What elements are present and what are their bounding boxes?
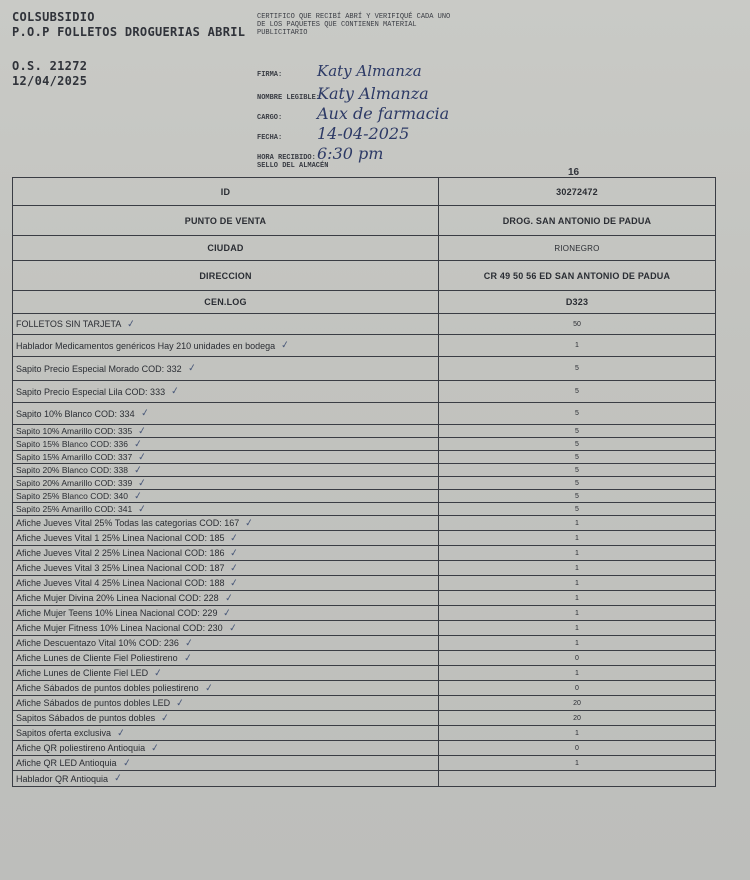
time-value: 6:30 pm bbox=[317, 144, 384, 163]
item-name-cell bbox=[13, 771, 439, 786]
signature-field bbox=[257, 62, 422, 81]
checkmark-icon: ✓ bbox=[137, 451, 148, 463]
item-name: Afiche Jueves Vital 25% Todas las categorias COD: 167 bbox=[16, 518, 240, 528]
item-quantity: 20 bbox=[573, 699, 581, 707]
item-name-cell bbox=[13, 314, 439, 334]
checkmark-icon: ✓ bbox=[184, 636, 195, 650]
delivery-table bbox=[12, 177, 716, 787]
checkmark-icon: ✓ bbox=[222, 606, 233, 620]
item-quantity: 1 bbox=[575, 669, 579, 677]
table-row bbox=[13, 756, 715, 771]
info-label: DIRECCION bbox=[13, 261, 439, 290]
table-row bbox=[13, 636, 715, 651]
table-row bbox=[13, 403, 715, 425]
info-label: ID bbox=[13, 178, 439, 205]
item-name: Sapito 20% Amarillo COD: 339 bbox=[16, 478, 133, 488]
info-label: CEN.LOG bbox=[13, 291, 439, 313]
item-quantity: 1 bbox=[575, 549, 579, 557]
item-quantity: 5 bbox=[575, 410, 579, 417]
checkmark-icon: ✓ bbox=[280, 339, 291, 352]
item-name: Sapito 15% Blanco COD: 336 bbox=[16, 439, 128, 449]
checkmark-icon: ✓ bbox=[133, 464, 144, 476]
signature-value: Katy Almanza bbox=[317, 62, 422, 80]
checkmark-icon: ✓ bbox=[133, 490, 144, 502]
item-name-cell bbox=[13, 503, 439, 515]
item-name: Afiche Mujer Divina 20% Linea Nacional COD: 228 bbox=[16, 593, 219, 603]
item-name-cell bbox=[13, 681, 439, 695]
checkmark-icon: ✓ bbox=[223, 591, 234, 605]
table-row bbox=[13, 711, 715, 726]
item-name: Afiche Lunes de Cliente Fiel LED bbox=[16, 668, 149, 678]
item-name-cell bbox=[13, 711, 439, 725]
item-name-cell bbox=[13, 606, 439, 620]
item-name: Afiche Jueves Vital 4 25% Linea Nacional COD: 188 bbox=[16, 578, 225, 588]
item-quantity: 5 bbox=[575, 466, 579, 474]
item-quantity: 5 bbox=[575, 388, 579, 395]
item-name-cell bbox=[13, 516, 439, 530]
info-row bbox=[13, 236, 715, 261]
item-quantity: 0 bbox=[575, 744, 579, 752]
checkmark-icon: ✓ bbox=[160, 711, 171, 725]
table-row bbox=[13, 546, 715, 561]
table-row bbox=[13, 314, 715, 335]
info-value: 30272472 bbox=[556, 186, 598, 197]
item-name: FOLLETOS SIN TARJETA bbox=[16, 319, 122, 329]
item-name: Afiche Jueves Vital 1 25% Linea Nacional COD: 185 bbox=[16, 533, 225, 543]
item-name: Afiche Descuentazo Vital 10% COD: 236 bbox=[16, 638, 179, 648]
item-name: Sapitos oferta exclusiva bbox=[16, 728, 112, 738]
table-row bbox=[13, 490, 715, 503]
table-row bbox=[13, 425, 715, 438]
item-name-cell bbox=[13, 477, 439, 489]
info-label: CIUDAD bbox=[13, 236, 439, 260]
checkmark-icon: ✓ bbox=[182, 651, 193, 665]
item-name: Sapitos Sábados de puntos dobles bbox=[16, 713, 156, 723]
document-header bbox=[12, 10, 245, 89]
item-quantity: 1 bbox=[575, 519, 579, 527]
item-quantity: 1 bbox=[575, 609, 579, 617]
item-name: Sapito 15% Amarillo COD: 337 bbox=[16, 452, 133, 462]
date-field bbox=[257, 124, 409, 144]
item-name-cell bbox=[13, 651, 439, 665]
item-quantity: 1 bbox=[575, 639, 579, 647]
page-number: 16 bbox=[568, 167, 580, 178]
checkmark-icon: ✓ bbox=[150, 741, 161, 755]
item-name: Sapito Precio Especial Lila COD: 333 bbox=[16, 386, 166, 397]
item-name-cell bbox=[13, 741, 439, 755]
position-field bbox=[257, 104, 449, 124]
item-name: Afiche Sábados de puntos dobles poliestireno bbox=[16, 683, 199, 693]
item-name: Afiche Lunes de Cliente Fiel Poliestireno bbox=[16, 653, 178, 663]
item-quantity: 0 bbox=[575, 684, 579, 692]
item-quantity: 1 bbox=[575, 624, 579, 632]
item-name-cell bbox=[13, 531, 439, 545]
item-name-cell bbox=[13, 464, 439, 476]
item-name: Sapito Precio Especial Morado COD: 332 bbox=[16, 363, 182, 374]
item-name-cell bbox=[13, 425, 439, 437]
item-name-cell bbox=[13, 438, 439, 450]
item-quantity: 5 bbox=[575, 365, 579, 372]
table-row bbox=[13, 651, 715, 666]
table-row bbox=[13, 477, 715, 490]
time-field bbox=[257, 144, 383, 164]
item-name-cell bbox=[13, 403, 439, 424]
checkmark-icon: ✓ bbox=[186, 362, 197, 375]
checkmark-icon: ✓ bbox=[153, 666, 164, 680]
item-name: Sapito 25% Amarillo COD: 341 bbox=[16, 504, 133, 514]
table-row bbox=[13, 438, 715, 451]
item-name: Afiche Mujer Teens 10% Linea Nacional COD: 229 bbox=[16, 608, 218, 618]
table-row bbox=[13, 681, 715, 696]
table-row bbox=[13, 591, 715, 606]
checkmark-icon: ✓ bbox=[229, 546, 240, 560]
item-name: Hablador Medicamentos genéricos Hay 210 unidades en bodega bbox=[16, 340, 276, 351]
table-row bbox=[13, 576, 715, 591]
info-row bbox=[13, 291, 715, 314]
checkmark-icon: ✓ bbox=[116, 726, 127, 740]
item-name-cell bbox=[13, 591, 439, 605]
checkmark-icon: ✓ bbox=[229, 576, 240, 590]
item-name: Afiche Jueves Vital 2 25% Linea Nacional COD: 186 bbox=[16, 548, 225, 558]
item-name-cell bbox=[13, 621, 439, 635]
item-name: Sapito 20% Blanco COD: 338 bbox=[16, 465, 128, 475]
table-row bbox=[13, 726, 715, 741]
item-quantity: 5 bbox=[575, 492, 579, 500]
table-row bbox=[13, 531, 715, 546]
table-row bbox=[13, 335, 715, 357]
checkmark-icon: ✓ bbox=[126, 317, 137, 331]
item-quantity: 1 bbox=[575, 564, 579, 572]
item-name-cell bbox=[13, 636, 439, 650]
item-name: Sapito 10% Blanco COD: 334 bbox=[16, 408, 135, 419]
item-quantity: 0 bbox=[575, 654, 579, 662]
item-quantity: 1 bbox=[575, 342, 579, 349]
item-quantity: 1 bbox=[575, 729, 579, 737]
item-name: Hablador QR Antioquia bbox=[16, 773, 109, 784]
table-row bbox=[13, 464, 715, 477]
table-row bbox=[13, 696, 715, 711]
item-quantity: 20 bbox=[573, 714, 581, 722]
time-label: HORA RECIBIDO: bbox=[257, 154, 316, 162]
item-quantity: 5 bbox=[575, 505, 579, 513]
item-name: Sapito 25% Blanco COD: 340 bbox=[16, 491, 128, 501]
item-quantity: 50 bbox=[573, 320, 581, 328]
legible-name-value: Katy Almanza bbox=[317, 84, 429, 103]
info-value: DROG. SAN ANTONIO DE PADUA bbox=[502, 215, 652, 226]
item-quantity: 5 bbox=[575, 440, 579, 448]
table-row bbox=[13, 771, 715, 786]
table-row bbox=[13, 666, 715, 681]
checkmark-icon: ✓ bbox=[139, 407, 150, 420]
table-row bbox=[13, 451, 715, 464]
item-quantity: 1 bbox=[575, 594, 579, 602]
legible-name-label: NOMBRE LEGIBLE: bbox=[257, 94, 321, 102]
stamp-label: SELLO DEL ALMACÉN bbox=[257, 162, 329, 170]
item-name: Afiche Sábados de puntos dobles LED bbox=[16, 698, 171, 708]
item-name: Afiche QR poliestireno Antioquia bbox=[16, 743, 146, 753]
checkmark-icon: ✓ bbox=[244, 516, 255, 530]
info-row bbox=[13, 206, 715, 236]
checkmark-icon: ✓ bbox=[170, 385, 181, 398]
item-name-cell bbox=[13, 546, 439, 560]
table-row bbox=[13, 621, 715, 636]
item-name-cell bbox=[13, 357, 439, 380]
order-number: O.S. 21272 bbox=[12, 59, 88, 73]
table-row bbox=[13, 381, 715, 403]
checkmark-icon: ✓ bbox=[121, 756, 132, 770]
checkmark-icon: ✓ bbox=[229, 561, 240, 575]
table-row bbox=[13, 503, 715, 516]
info-value: D323 bbox=[565, 297, 589, 307]
checkmark-icon: ✓ bbox=[113, 772, 124, 785]
table-row bbox=[13, 741, 715, 756]
program-title: P.O.P FOLLETOS DROGUERIAS ABRIL bbox=[12, 25, 246, 39]
checkmark-icon: ✓ bbox=[133, 438, 144, 450]
item-quantity: 1 bbox=[575, 759, 579, 767]
checkmark-icon: ✓ bbox=[229, 531, 240, 545]
date-value: 14-04-2025 bbox=[317, 124, 410, 143]
info-row bbox=[13, 261, 715, 291]
item-name-cell bbox=[13, 335, 439, 356]
table-row bbox=[13, 516, 715, 531]
item-quantity: 1 bbox=[575, 534, 579, 542]
item-name: Afiche QR LED Antioquia bbox=[16, 758, 117, 768]
position-label: CARGO: bbox=[257, 114, 283, 122]
company-name: COLSUBSIDIO bbox=[12, 10, 95, 24]
item-name-cell bbox=[13, 696, 439, 710]
item-name: Afiche Mujer Fitness 10% Linea Nacional COD: 230 bbox=[16, 623, 223, 633]
item-name-cell bbox=[13, 726, 439, 740]
checkmark-icon: ✓ bbox=[203, 681, 214, 695]
item-name-cell bbox=[13, 576, 439, 590]
item-name-cell bbox=[13, 381, 439, 402]
legible-name-field bbox=[257, 84, 429, 104]
position-value: Aux de farmacia bbox=[317, 104, 450, 123]
item-name-cell bbox=[13, 561, 439, 575]
date-label: FECHA: bbox=[257, 134, 283, 142]
item-name: Sapito 10% Amarillo COD: 335 bbox=[16, 426, 133, 436]
info-value: CR 49 50 56 ED SAN ANTONIO DE PADUA bbox=[483, 270, 671, 281]
table-row bbox=[13, 606, 715, 621]
checkmark-icon: ✓ bbox=[137, 425, 148, 437]
item-quantity: 5 bbox=[575, 479, 579, 487]
table-row bbox=[13, 357, 715, 381]
item-quantity bbox=[439, 771, 715, 786]
info-value: RIONEGRO bbox=[554, 243, 600, 253]
info-label: PUNTO DE VENTA bbox=[13, 206, 439, 235]
checkmark-icon: ✓ bbox=[137, 503, 148, 515]
checkmark-icon: ✓ bbox=[227, 621, 238, 635]
item-quantity: 5 bbox=[575, 453, 579, 461]
item-name-cell bbox=[13, 756, 439, 770]
certification-text: CERTIFICO QUE RECIBÍ ABRÍ Y VERIFIQUÉ CADA UNO DE LOS PAQUETES QUE CONTIENEN MATERIAL PUBLICITARIO bbox=[257, 13, 451, 37]
signature-label: FIRMA: bbox=[257, 71, 283, 79]
table-row bbox=[13, 561, 715, 576]
checkmark-icon: ✓ bbox=[137, 477, 148, 489]
item-name-cell bbox=[13, 451, 439, 463]
item-quantity: 1 bbox=[575, 579, 579, 587]
item-quantity: 5 bbox=[575, 427, 579, 435]
item-name-cell bbox=[13, 490, 439, 502]
document-date: 12/04/2025 bbox=[12, 74, 88, 88]
checkmark-icon: ✓ bbox=[175, 696, 186, 710]
item-name-cell bbox=[13, 666, 439, 680]
item-name: Afiche Jueves Vital 3 25% Linea Nacional COD: 187 bbox=[16, 563, 225, 573]
info-row bbox=[13, 178, 715, 206]
